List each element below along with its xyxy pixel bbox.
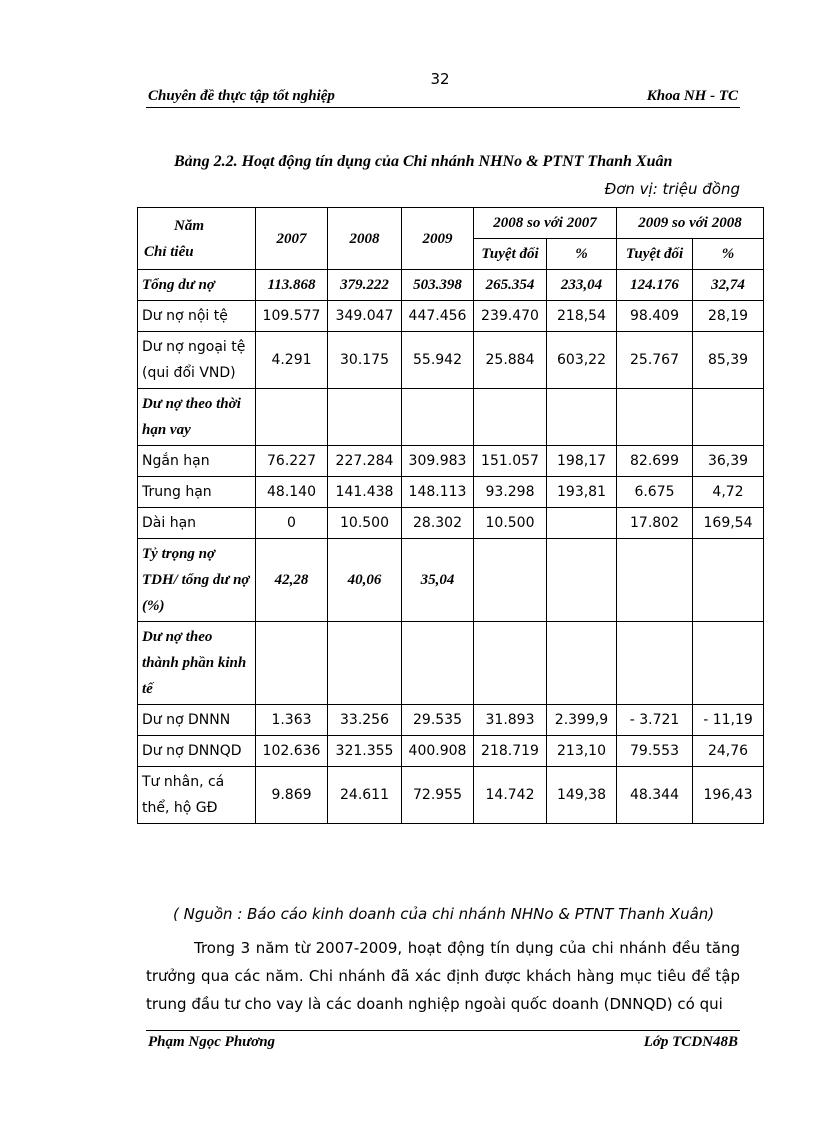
table-cell — [474, 539, 547, 622]
table-cell: 10.500 — [474, 508, 547, 539]
table-cell: 40,06 — [328, 539, 402, 622]
table-cell: 265.354 — [474, 270, 547, 301]
table-cell: 379.222 — [328, 270, 402, 301]
table-cell: 169,54 — [693, 508, 764, 539]
table-row — [138, 767, 764, 824]
source-note: ( Nguồn : Báo cáo kinh doanh của chi nhánh NHNo & PTNT Thanh Xuân) — [173, 905, 715, 923]
table-cell: 36,39 — [693, 446, 764, 477]
table-cell: 93.298 — [474, 477, 547, 508]
table-cell: 79.553 — [617, 736, 693, 767]
table-cell — [693, 622, 764, 705]
table-cell: 48.140 — [256, 477, 328, 508]
row-label: Dư nợ nội tệ — [138, 301, 256, 332]
table-cell: 14.742 — [474, 767, 547, 824]
row-label: Trung hạn — [138, 477, 256, 508]
table-cell: 349.047 — [328, 301, 402, 332]
table-row — [138, 446, 764, 477]
page-number: 32 — [430, 70, 450, 88]
year-2008-header: 2008 — [328, 208, 402, 270]
table-cell: 32,74 — [693, 270, 764, 301]
unit-label: Đơn vị: triệu đồng — [604, 180, 740, 198]
table-cell: 35,04 — [402, 539, 474, 622]
table-cell: 33.256 — [328, 705, 402, 736]
table-cell: 309.983 — [402, 446, 474, 477]
compare-2009-header: 2009 so với 2008 — [617, 208, 764, 239]
table-cell: 6.675 — [617, 477, 693, 508]
table-cell: 76.227 — [256, 446, 328, 477]
table-cell: 17.802 — [617, 508, 693, 539]
table-cell: 113.868 — [256, 270, 328, 301]
table-cell: 503.398 — [402, 270, 474, 301]
header-rule — [146, 107, 740, 108]
table-cell: 48.344 — [617, 767, 693, 824]
table-cell: 149,38 — [547, 767, 617, 824]
row-label: Dư nợ theo thời hạn vay — [138, 389, 256, 446]
table-cell: 28.302 — [402, 508, 474, 539]
compare-2008-header: 2008 so với 2007 — [474, 208, 617, 239]
table-cell: 9.869 — [256, 767, 328, 824]
table-row — [138, 270, 764, 301]
body-paragraph: Trong 3 năm từ 2007-2009, hoạt động tín dụng của chi nhánh đều tăng trưởng qua các năm. Chi nhánh đã xác định được khách hàng mục tiêu để tập trung đầu tư cho vay là các doanh nghiệp ngoài quốc doanh (DNNQD) có qui — [146, 939, 740, 1013]
footer-rule — [146, 1030, 740, 1031]
table-cell: 213,10 — [547, 736, 617, 767]
table-cell: 603,22 — [547, 332, 617, 389]
table-cell — [693, 539, 764, 622]
table-row — [138, 622, 764, 705]
pct-header-2009: % — [693, 239, 764, 270]
table-cell: 4.291 — [256, 332, 328, 389]
table-cell: 447.456 — [402, 301, 474, 332]
table-cell: 4,72 — [693, 477, 764, 508]
table-cell — [547, 508, 617, 539]
row-label: Dư nợ ngoại tệ (qui đổi VND) — [138, 332, 256, 389]
table-cell: 85,39 — [693, 332, 764, 389]
table-cell — [402, 622, 474, 705]
footer-right: Lớp TCDN48B — [643, 1034, 738, 1050]
table-cell: 227.284 — [328, 446, 402, 477]
table-cell: 218.719 — [474, 736, 547, 767]
table-cell: 29.535 — [402, 705, 474, 736]
row-label: Tỷ trọng nợ TDH/ tổng dư nợ (%) — [138, 539, 256, 622]
abs-header-2009: Tuyệt đối — [617, 239, 693, 270]
table-header-row-1 — [138, 208, 764, 239]
header-right: Khoa NH - TC — [646, 88, 738, 104]
table-cell: 55.942 — [402, 332, 474, 389]
table-cell — [617, 539, 693, 622]
table-cell: 1.363 — [256, 705, 328, 736]
table-cell: - 11,19 — [693, 705, 764, 736]
table-cell: 151.057 — [474, 446, 547, 477]
table-cell: 233,04 — [547, 270, 617, 301]
table-cell — [547, 539, 617, 622]
table-cell: 400.908 — [402, 736, 474, 767]
table-cell: 82.699 — [617, 446, 693, 477]
table-cell: 28,19 — [693, 301, 764, 332]
table-row — [138, 508, 764, 539]
table-cell — [693, 389, 764, 446]
corner-top: Năm — [174, 217, 204, 234]
year-2009-header: 2009 — [402, 208, 474, 270]
credit-table — [137, 207, 764, 824]
row-label: Dư nợ DNNQD — [138, 736, 256, 767]
row-label: Tổng dư nợ — [138, 270, 256, 301]
table-cell: 0 — [256, 508, 328, 539]
table-cell: 24.611 — [328, 767, 402, 824]
table-title: Bảng 2.2. Hoạt động tín dụng của Chi nhánh NHNo & PTNT Thanh Xuân — [174, 153, 673, 170]
table-cell — [474, 622, 547, 705]
table-row — [138, 736, 764, 767]
table-cell: 30.175 — [328, 332, 402, 389]
table-row — [138, 477, 764, 508]
table-cell — [328, 389, 402, 446]
table-cell: 196,43 — [693, 767, 764, 824]
table-row — [138, 332, 764, 389]
table-cell: - 3.721 — [617, 705, 693, 736]
header-left: Chuyên đề thực tập tốt nghiệp — [148, 88, 335, 104]
table-row — [138, 301, 764, 332]
abs-header-2008: Tuyệt đối — [474, 239, 547, 270]
table-row — [138, 539, 764, 622]
corner-bottom: Chỉ tiêu — [144, 243, 194, 260]
table-cell: 42,28 — [256, 539, 328, 622]
table-cell: 198,17 — [547, 446, 617, 477]
table-cell — [256, 622, 328, 705]
table-cell: 25.767 — [617, 332, 693, 389]
table-cell: 31.893 — [474, 705, 547, 736]
table-cell: 239.470 — [474, 301, 547, 332]
table-cell: 124.176 — [617, 270, 693, 301]
table-cell: 2.399,9 — [547, 705, 617, 736]
table-cell — [547, 389, 617, 446]
table-cell: 109.577 — [256, 301, 328, 332]
table-cell — [617, 389, 693, 446]
corner-cell — [138, 208, 256, 270]
table-row — [138, 705, 764, 736]
table-cell: 102.636 — [256, 736, 328, 767]
row-label: Ngắn hạn — [138, 446, 256, 477]
table-cell — [474, 389, 547, 446]
table-cell — [328, 622, 402, 705]
table-cell: 24,76 — [693, 736, 764, 767]
table-cell: 25.884 — [474, 332, 547, 389]
year-2007-header: 2007 — [256, 208, 328, 270]
table-cell: 141.438 — [328, 477, 402, 508]
table-cell: 193,81 — [547, 477, 617, 508]
table-cell: 10.500 — [328, 508, 402, 539]
row-label: Tư nhân, cá thể, hộ GĐ — [138, 767, 256, 824]
table-cell: 148.113 — [402, 477, 474, 508]
pct-header-2008: % — [547, 239, 617, 270]
row-label: Dài hạn — [138, 508, 256, 539]
table-cell — [256, 389, 328, 446]
row-label: Dư nợ theo thành phần kinh tế — [138, 622, 256, 705]
table-cell: 218,54 — [547, 301, 617, 332]
table-cell — [617, 622, 693, 705]
table-cell: 321.355 — [328, 736, 402, 767]
table-cell — [547, 622, 617, 705]
row-label: Dư nợ DNNN — [138, 705, 256, 736]
table-cell: 72.955 — [402, 767, 474, 824]
table-row — [138, 389, 764, 446]
table-cell — [402, 389, 474, 446]
table-cell: 98.409 — [617, 301, 693, 332]
footer-left: Phạm Ngọc Phương — [148, 1034, 276, 1050]
